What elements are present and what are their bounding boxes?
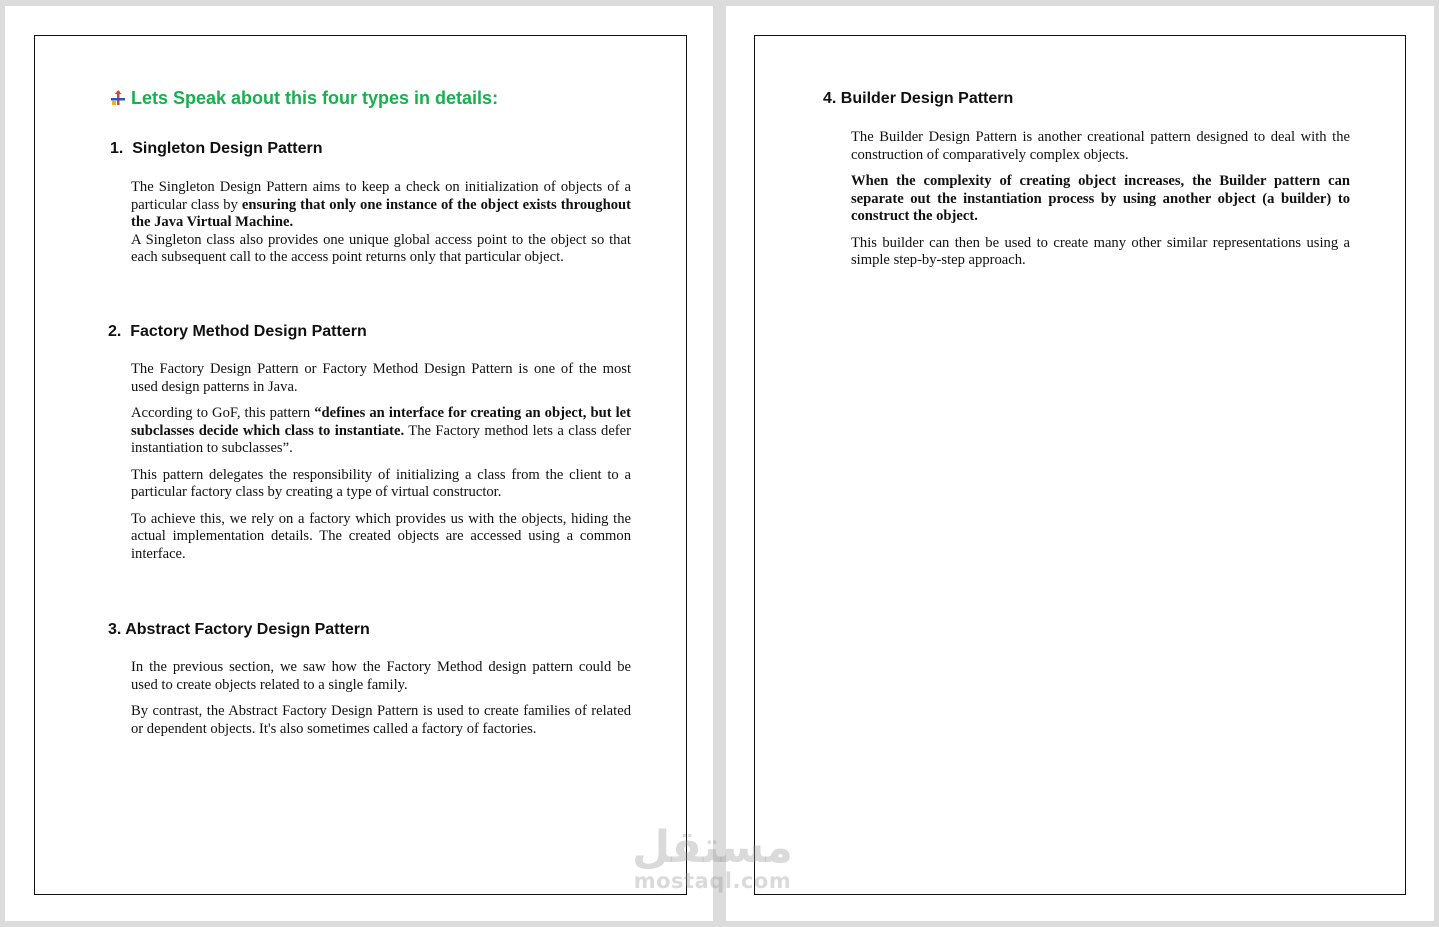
paragraph-text: According to GoF, this pattern bbox=[131, 405, 315, 421]
watermark-latin: mostaql.com bbox=[633, 869, 792, 893]
paragraph: To achieve this, we rely on a factory which provides us with the objects, hiding the actual implementation details. The created objects are accessed using a common interface. bbox=[131, 510, 631, 562]
paragraph-text: The Factory method lets a class defer instantiation to subclasses”. bbox=[131, 422, 631, 456]
watermark-arabic: مستقل bbox=[632, 822, 793, 873]
abstract-factory-body bbox=[131, 659, 631, 747]
paragraph: By contrast, the Abstract Factory Design Pattern is used to create families of related or dependent objects. It's also sometimes called a factory of factories. bbox=[131, 703, 631, 737]
section-number: 4. bbox=[823, 90, 837, 107]
section-number: 3. bbox=[108, 621, 122, 638]
bold-text: ensuring that only one instance of the object exists throughout the Java Virtual Machine. bbox=[131, 196, 631, 230]
paragraph: A Singleton class also provides one unique global access point to the object so that each subsequent call to the access point returns only that particular object. bbox=[131, 231, 631, 265]
paragraph-text: The Singleton Design Pattern aims to keep a check on initialization of objects of a particular class by bbox=[131, 179, 631, 213]
paragraph: In the previous section, we saw how the Factory Method design pattern could be used to create objects related to a single family. bbox=[131, 659, 631, 693]
factory-method-body bbox=[131, 361, 631, 572]
watermark-logo bbox=[632, 822, 793, 893]
section-number: 2. bbox=[108, 323, 122, 340]
section-title-text: Abstract Factory Design Pattern bbox=[125, 621, 370, 638]
section-title-text: Factory Method Design Pattern bbox=[130, 323, 367, 340]
bullet-arrow-icon bbox=[110, 90, 126, 106]
section-title-abstract-factory bbox=[108, 621, 370, 639]
bold-text: When the complexity of creating object increases, the Builder pattern can separate out the instantiation process by using another object (a builder) to construct the object. bbox=[851, 173, 1350, 224]
paragraph: This pattern delegates the responsibility of initializing a class from the client to a particular factory class by creating a type of virtual constructor. bbox=[131, 466, 631, 500]
paragraph: This builder can then be used to create many other similar representations using a simple step-by-step approach. bbox=[851, 234, 1350, 268]
section-heading bbox=[110, 88, 498, 109]
singleton-body bbox=[131, 179, 631, 276]
bold-text: “defines an interface for creating an object, but let subclasses decide which class to instantiate. bbox=[131, 405, 631, 439]
section-title-text: Builder Design Pattern bbox=[840, 90, 1014, 107]
builder-body bbox=[851, 129, 1350, 279]
paragraph: The Factory Design Pattern or Factory Method Design Pattern is one of the most used design patterns in Java. bbox=[131, 361, 631, 395]
section-number: 1. bbox=[110, 140, 124, 157]
section-title-text: Singleton Design Pattern bbox=[132, 140, 323, 157]
paragraph: The Builder Design Pattern is another creational pattern designed to deal with the construction of comparatively complex objects. bbox=[851, 129, 1350, 163]
section-title-builder bbox=[823, 90, 1013, 108]
heading-text: Lets Speak about this four types in details: bbox=[131, 88, 499, 108]
section-title-singleton bbox=[110, 140, 322, 158]
section-title-factory-method bbox=[108, 323, 367, 341]
